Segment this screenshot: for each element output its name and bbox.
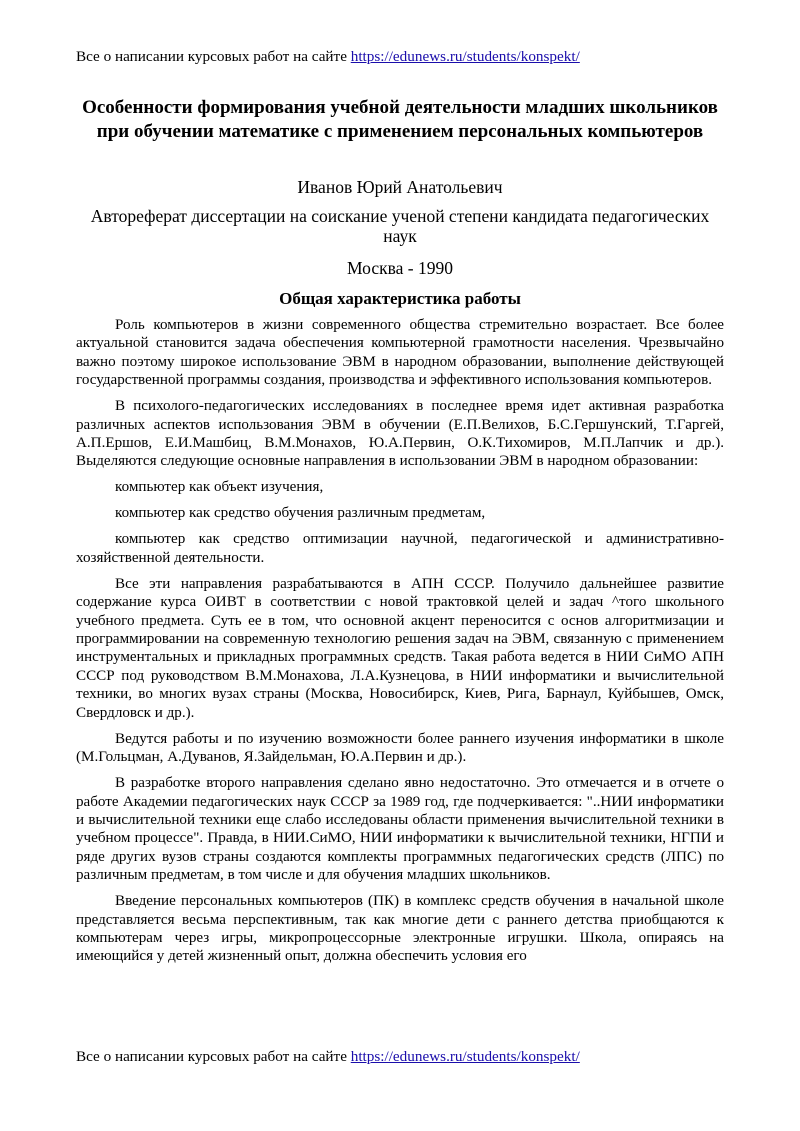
page-footer — [76, 1048, 580, 1066]
footer-link[interactable]: https://edunews.ru/students/konspekt/ — [350, 1048, 580, 1065]
header-text: Все о написании курсовых работ на сайте — [76, 48, 351, 65]
document-description: Автореферат диссертации на соискание ученой степени кандидата педагогических наук — [90, 206, 710, 246]
section-title: Общая характеристика работы — [279, 289, 521, 308]
city-year: Москва - 1990 — [347, 258, 453, 278]
paragraph: Все эти направления разрабатываются в АПН СССР. Получило дальнейшее развитие содержание курса ОИВТ в соответствии с новой трактовкой целей и задач ^того школьного учебного предмета. Суть ее в том, что основной акцент переносится с основ алгоритмизации и программировании на современную технологию решения задач на ЭВМ, связанную с применением инструментальных и прикладных программных средств. Такая работа ведется в НИИ СиМО АПН СССР под руководством В.М.Монахова, Л.А.Кузнецова, в НИИ информатики и вычислительной техники, во многих вузах страны (Москва, Новосибирск, Киев, Рига, Барнаул, Куйбышев, Омск, Свердловск и др.). — [76, 575, 724, 721]
list-item: компьютер как средство оптимизации научной, педагогической и административно-хозяйственной деятельности. — [76, 531, 724, 566]
paragraph: В разработке второго направления сделано явно недостаточно. Это отмечается и в отчете о работе Академии педагогических наук СССР за 1989 год, где подчеркивается: "..НИИ информатики и вычислительной техники еще слабо исследованы области применения вычислительной техники в учебном процессе". Правда, в НИИ.СиМО, НИИ информатики к вычислительной техники, НГПИ и ряде других вузов страны создаются комплекты программных педагогических средств (ЛПС) по различным предметам, в том числе и для обучения младших школьников. — [76, 775, 724, 884]
paragraph: В психолого-педагогических исследованиях в последнее время идет активная разработка различных аспектов использования ЭВМ в обучении (Е.П.Велихов, Б.С.Гершунский, Т.Гаргей, А.П.Ершов, Е.И.Машбиц, В.М.Монахов, Ю.А.Первин, О.К.Тихомиров, М.П.Лапчик и др.). Выделяются следующие основные направления в использовании ЭВМ в народном образовании: — [76, 398, 724, 470]
list-item: компьютер как объект изучения, — [115, 479, 324, 496]
footer-text: Все о написании курсовых работ на сайте — [76, 1048, 351, 1065]
paragraph: Роль компьютеров в жизни современного общества стремительно возрастает. Все более актуальной становится задача обеспечения компьютерной грамотности населения. Чрезвычайно важно поэтому широкое использование ЭВМ в народном образовании, выполнение действующей государственной программы создания, производства и эффективного использования компьютеров. — [76, 317, 724, 389]
author-name: Иванов Юрий Анатольевич — [297, 177, 503, 197]
document-body — [76, 316, 724, 973]
list-item: компьютер как средство обучения различным предметам, — [115, 505, 486, 522]
paragraph: Введение персональных компьютеров (ПК) в комплекс средств обучения в начальной школе представляется весьма перспективным, так как многие дети с раннего детства приобщаются к компьютерам через игры, микропроцессорные электронные игрушки. Школа, опираясь на имеющийся у детей жизненный опыт, должна обеспечить условия его — [76, 893, 724, 965]
document-title: Особенности формирования учебной деятельности младших школьников при обучении математике с применением персональных компьютеров — [82, 97, 718, 142]
header-link[interactable]: https://edunews.ru/students/konspekt/ — [350, 48, 580, 65]
paragraph: Ведутся работы и по изучению возможности более раннего изучения информатики в школе (М.Гольцман, А.Дуванов, Я.Зайдельман, Ю.А.Первин и др.). — [76, 730, 724, 766]
page-header — [76, 48, 580, 66]
